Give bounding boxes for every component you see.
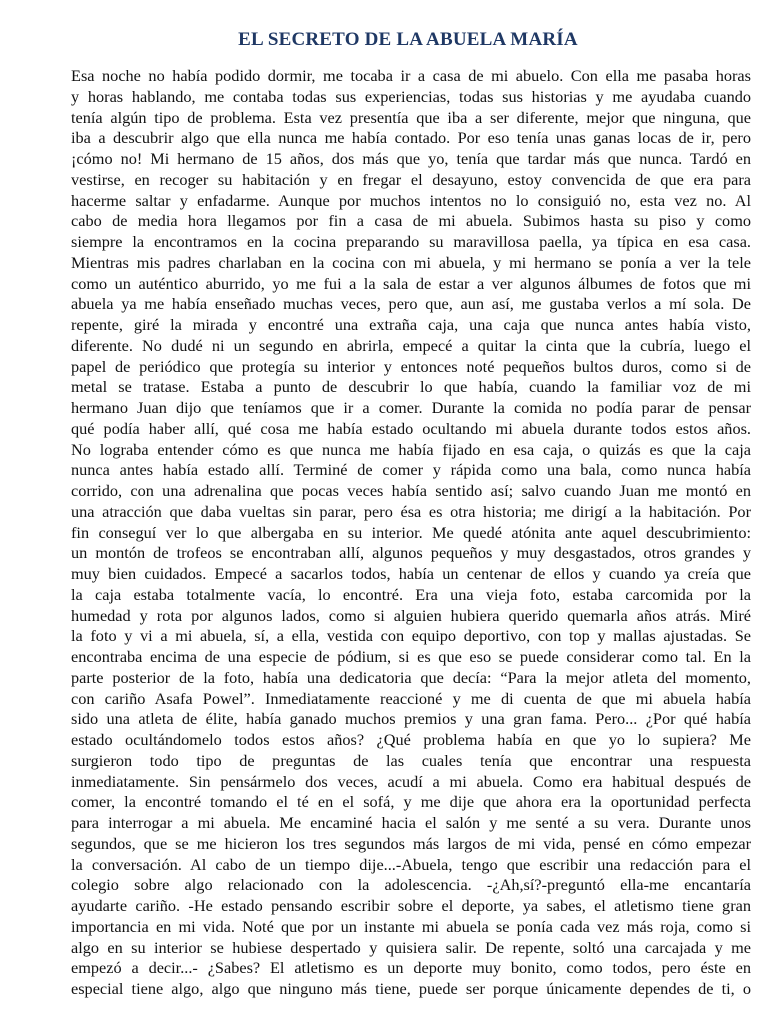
body-line: humedad y rota por algunos lados, como si alguien hubiera querido quemarla años atrás. Miré xyxy=(71,605,751,625)
body-line: ayudarte cariño. -He estado pensando escribir sobre el deporte, ya sabes, el atletismo tiene gran xyxy=(71,896,751,915)
body-line: papel de periódico que protegía su interior y entonces noté pequeños bultos duros, como si de xyxy=(71,356,751,376)
body-line: vestirse, en recoger su habitación y en fregar el desayuno, estoy convencida de que era para xyxy=(71,169,751,189)
body-line: diferente. No dudé ni un segundo en abrirla, empecé a quitar la cinta que la cubría, luego el xyxy=(71,335,751,355)
body-line: importancia en mi vida. Noté que por un instante mi abuela se ponía cada vez más roja, como si xyxy=(71,916,751,936)
body-line: parte posterior de la foto, había una dedicatoria que decía: “Para la mejor atleta del momento, xyxy=(71,667,751,687)
body-line: metal se tratase. Estaba a punto de descubrir lo que había, cuando la familiar voz de mi xyxy=(71,377,751,397)
body-line: inmediatamente. Sin pensármelo dos veces, acudí a mi abuela. Como era habitual después de xyxy=(71,771,751,791)
body-line: para interrogar a mi abuela. Me encaminé hacia el salón y me senté a su vera. Durante unos xyxy=(71,813,751,832)
body-line: No lograba entender cómo es que nunca me había fijado en esa caja, o quizás es que la caja xyxy=(71,439,751,459)
body-line: qué podía haber allí, qué cosa me había estado ocultando mi abuela durante todos estos años. xyxy=(71,418,751,438)
body-line: encontraba encima de una especie de pódium, si es que eso se puede considerar como tal. En la xyxy=(71,647,751,666)
body-line: la caja estaba totalmente vacía, lo encontré. Era una vieja foto, estaba carcomida por la xyxy=(71,584,751,604)
body-line: una atracción que daba vueltas sin parar, pero ésa es otra historia; me dirigí a la habitación. Por xyxy=(71,501,751,521)
body-line: nunca antes había estado allí. Terminé de comer y rápida como una bala, como nunca había xyxy=(71,460,751,480)
body-line: comer, la encontré tomando el té en el sofá, y me dije que ahora era la oportunidad perfecta xyxy=(71,792,751,812)
body-line: muy bien cuidados. Empecé a sacarlos todos, había un centenar de ellos y cuando ya creía que xyxy=(71,564,751,583)
body-line: algo en su interior se hubiese despertado y quisiera salir. De repente, soltó una carcajada y me xyxy=(71,937,751,957)
body-line: hacerme saltar y enfadarme. Aunque por muchos intentos no lo consiguió no, esta vez no. Al xyxy=(71,190,751,210)
body-line: tenía algún tipo de problema. Esta vez presentía que iba a ser diferente, mejor que ninguna, que xyxy=(71,107,751,127)
body-line: corrido, con una adrenalina que pocas veces había sentido así; salvo cuando Juan me montó en xyxy=(71,481,751,500)
body-line: repente, giré la mirada y encontré una extraña caja, una caja que nunca antes había visto, xyxy=(71,315,751,334)
body-line: sido una atleta de élite, había ganado muchos premios y una gran fama. Pero... ¿Por qué había xyxy=(71,709,751,729)
document-title: EL SECRETO DE LA ABUELA MARÍA xyxy=(238,29,578,50)
body-line: siempre la encontramos en la cocina preparando su maravillosa paella, ya típica en esa casa. xyxy=(71,232,751,251)
body-line: ¡cómo no! Mi hermano de 15 años, dos más que yo, tenía que tardar más que nunca. Tardó en xyxy=(71,149,751,168)
body-line: hermano Juan dijo que teníamos que ir a comer. Durante la comida no podía parar de pensar xyxy=(71,398,751,417)
body-line: especial tiene algo, algo que ninguno más tiene, puede ser porque únicamente dependes de ti, o xyxy=(71,979,751,998)
body-line: Mientras mis padres charlaban en la cocina con mi abuela, y mi hermano se ponía a ver la tele xyxy=(71,252,751,272)
body-line: la conversación. Al cabo de un tiempo dije...-Abuela, tengo que escribir una redacción para el xyxy=(71,854,751,874)
body-line: colegio sobre algo relacionado con la adolescencia. -¿Ah,sí?-preguntó ella-me encantaría xyxy=(71,875,751,895)
body-line: como un auténtico aburrido, yo me fui a la sala de estar a ver algunos álbumes de fotos que mi xyxy=(71,273,751,293)
body-line: segundos, que se me hicieron los tres segundos más largos de mi vida, pensé en cómo empezar xyxy=(71,833,751,853)
body-line: empezó a decir...- ¿Sabes? El atletismo es un deporte muy bonito, como todos, pero éste en xyxy=(71,958,751,978)
body-line: y horas hablando, me contaba todas sus experiencias, todas sus historias y me ayudaba cuando xyxy=(71,86,751,106)
body-line: cabo de media hora llegamos por fin a casa de mi abuela. Subimos hasta su piso y como xyxy=(71,211,751,231)
body-line: surgieron todo tipo de preguntas de las cuales tenía que encontrar una respuesta xyxy=(71,750,751,770)
body-line: un montón de trofeos se encontraban allí, algunos pequeños y muy desgastados, otros grandes y xyxy=(71,543,751,563)
body-line: Esa noche no había podido dormir, me tocaba ir a casa de mi abuelo. Con ella me pasaba horas xyxy=(71,66,751,85)
body-line: abuela ya me había enseñado muchas veces, pero que, aun así, me gustaba verlos a mí sola. De xyxy=(71,294,751,314)
body-line: la foto y vi a mi abuela, sí, a ella, vestida con equipo deportivo, con top y mallas ajustadas. Se xyxy=(71,626,751,646)
body-line: estado ocultándomelo todos estos años? ¿Qué problema había en que yo lo supiera? Me xyxy=(71,730,751,749)
body-line: iba a descubrir algo que ella nunca me había contado. Por eso tenía unas ganas locas de ir, pero xyxy=(71,128,751,148)
body-line: fin conseguí ver lo que albergaba en su interior. Me quedé atónita ante aquel descubrimiento: xyxy=(71,522,751,542)
document-body xyxy=(71,66,751,1000)
body-line: con cariño Asafa Powel”. Inmediatamente reaccioné y me di cuenta de que mi abuela había xyxy=(71,688,751,708)
